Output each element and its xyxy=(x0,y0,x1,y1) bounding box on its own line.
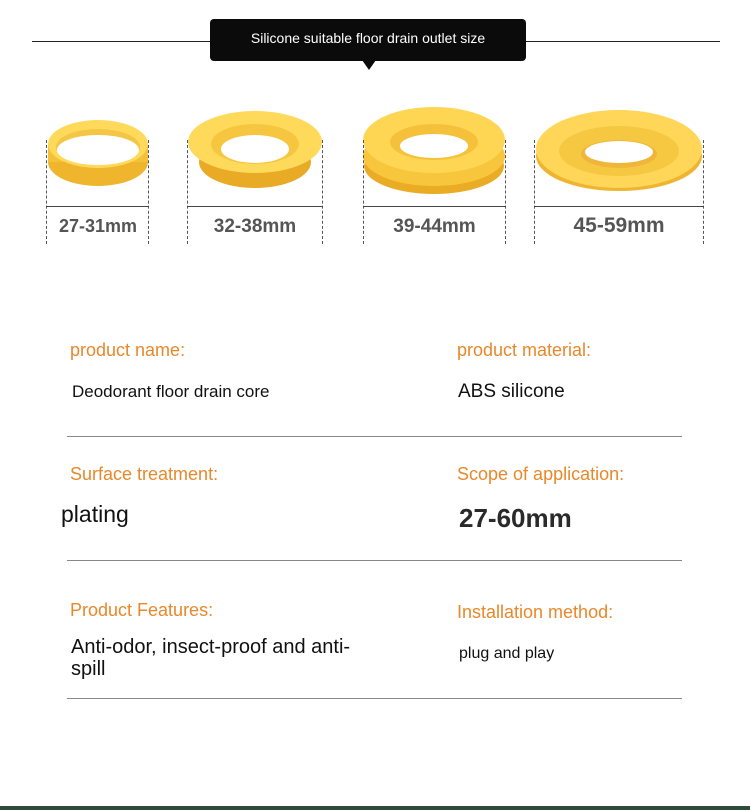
surface-label: Surface treatment: xyxy=(70,464,219,484)
size-banner xyxy=(210,19,526,61)
banner-title: Silicone suitable floor drain outlet size xyxy=(250,30,486,46)
surface-value: plating xyxy=(61,501,129,527)
dim-line-2 xyxy=(187,206,323,207)
divider xyxy=(67,560,682,561)
dim-line-4 xyxy=(534,206,704,207)
product-name-label: product name: xyxy=(70,340,186,360)
size-label-2: 32-38mm xyxy=(213,216,297,237)
bottom-edge xyxy=(0,806,750,810)
product-name-value: Deodorant floor drain core xyxy=(72,382,270,401)
banner-pointer xyxy=(362,60,376,70)
size-label-1: 27-31mm xyxy=(58,216,138,236)
scope-value: 27-60mm xyxy=(459,503,572,533)
features-label: Product Features: xyxy=(70,600,214,620)
material-label: product material: xyxy=(457,340,592,360)
divider xyxy=(67,436,682,437)
install-value: plug and play xyxy=(459,645,555,662)
dim-line-1 xyxy=(46,206,149,207)
dim-line-3 xyxy=(363,206,506,207)
divider xyxy=(67,698,682,699)
features-value: Anti-odor, insect-proof and anti-spill xyxy=(71,636,351,680)
scope-label: Scope of application: xyxy=(457,464,625,484)
size-label-3: 39-44mm xyxy=(393,216,476,237)
size-label-4: 45-59mm xyxy=(573,214,665,237)
install-label: Installation method: xyxy=(457,602,614,622)
material-value: ABS silicone xyxy=(458,381,565,402)
